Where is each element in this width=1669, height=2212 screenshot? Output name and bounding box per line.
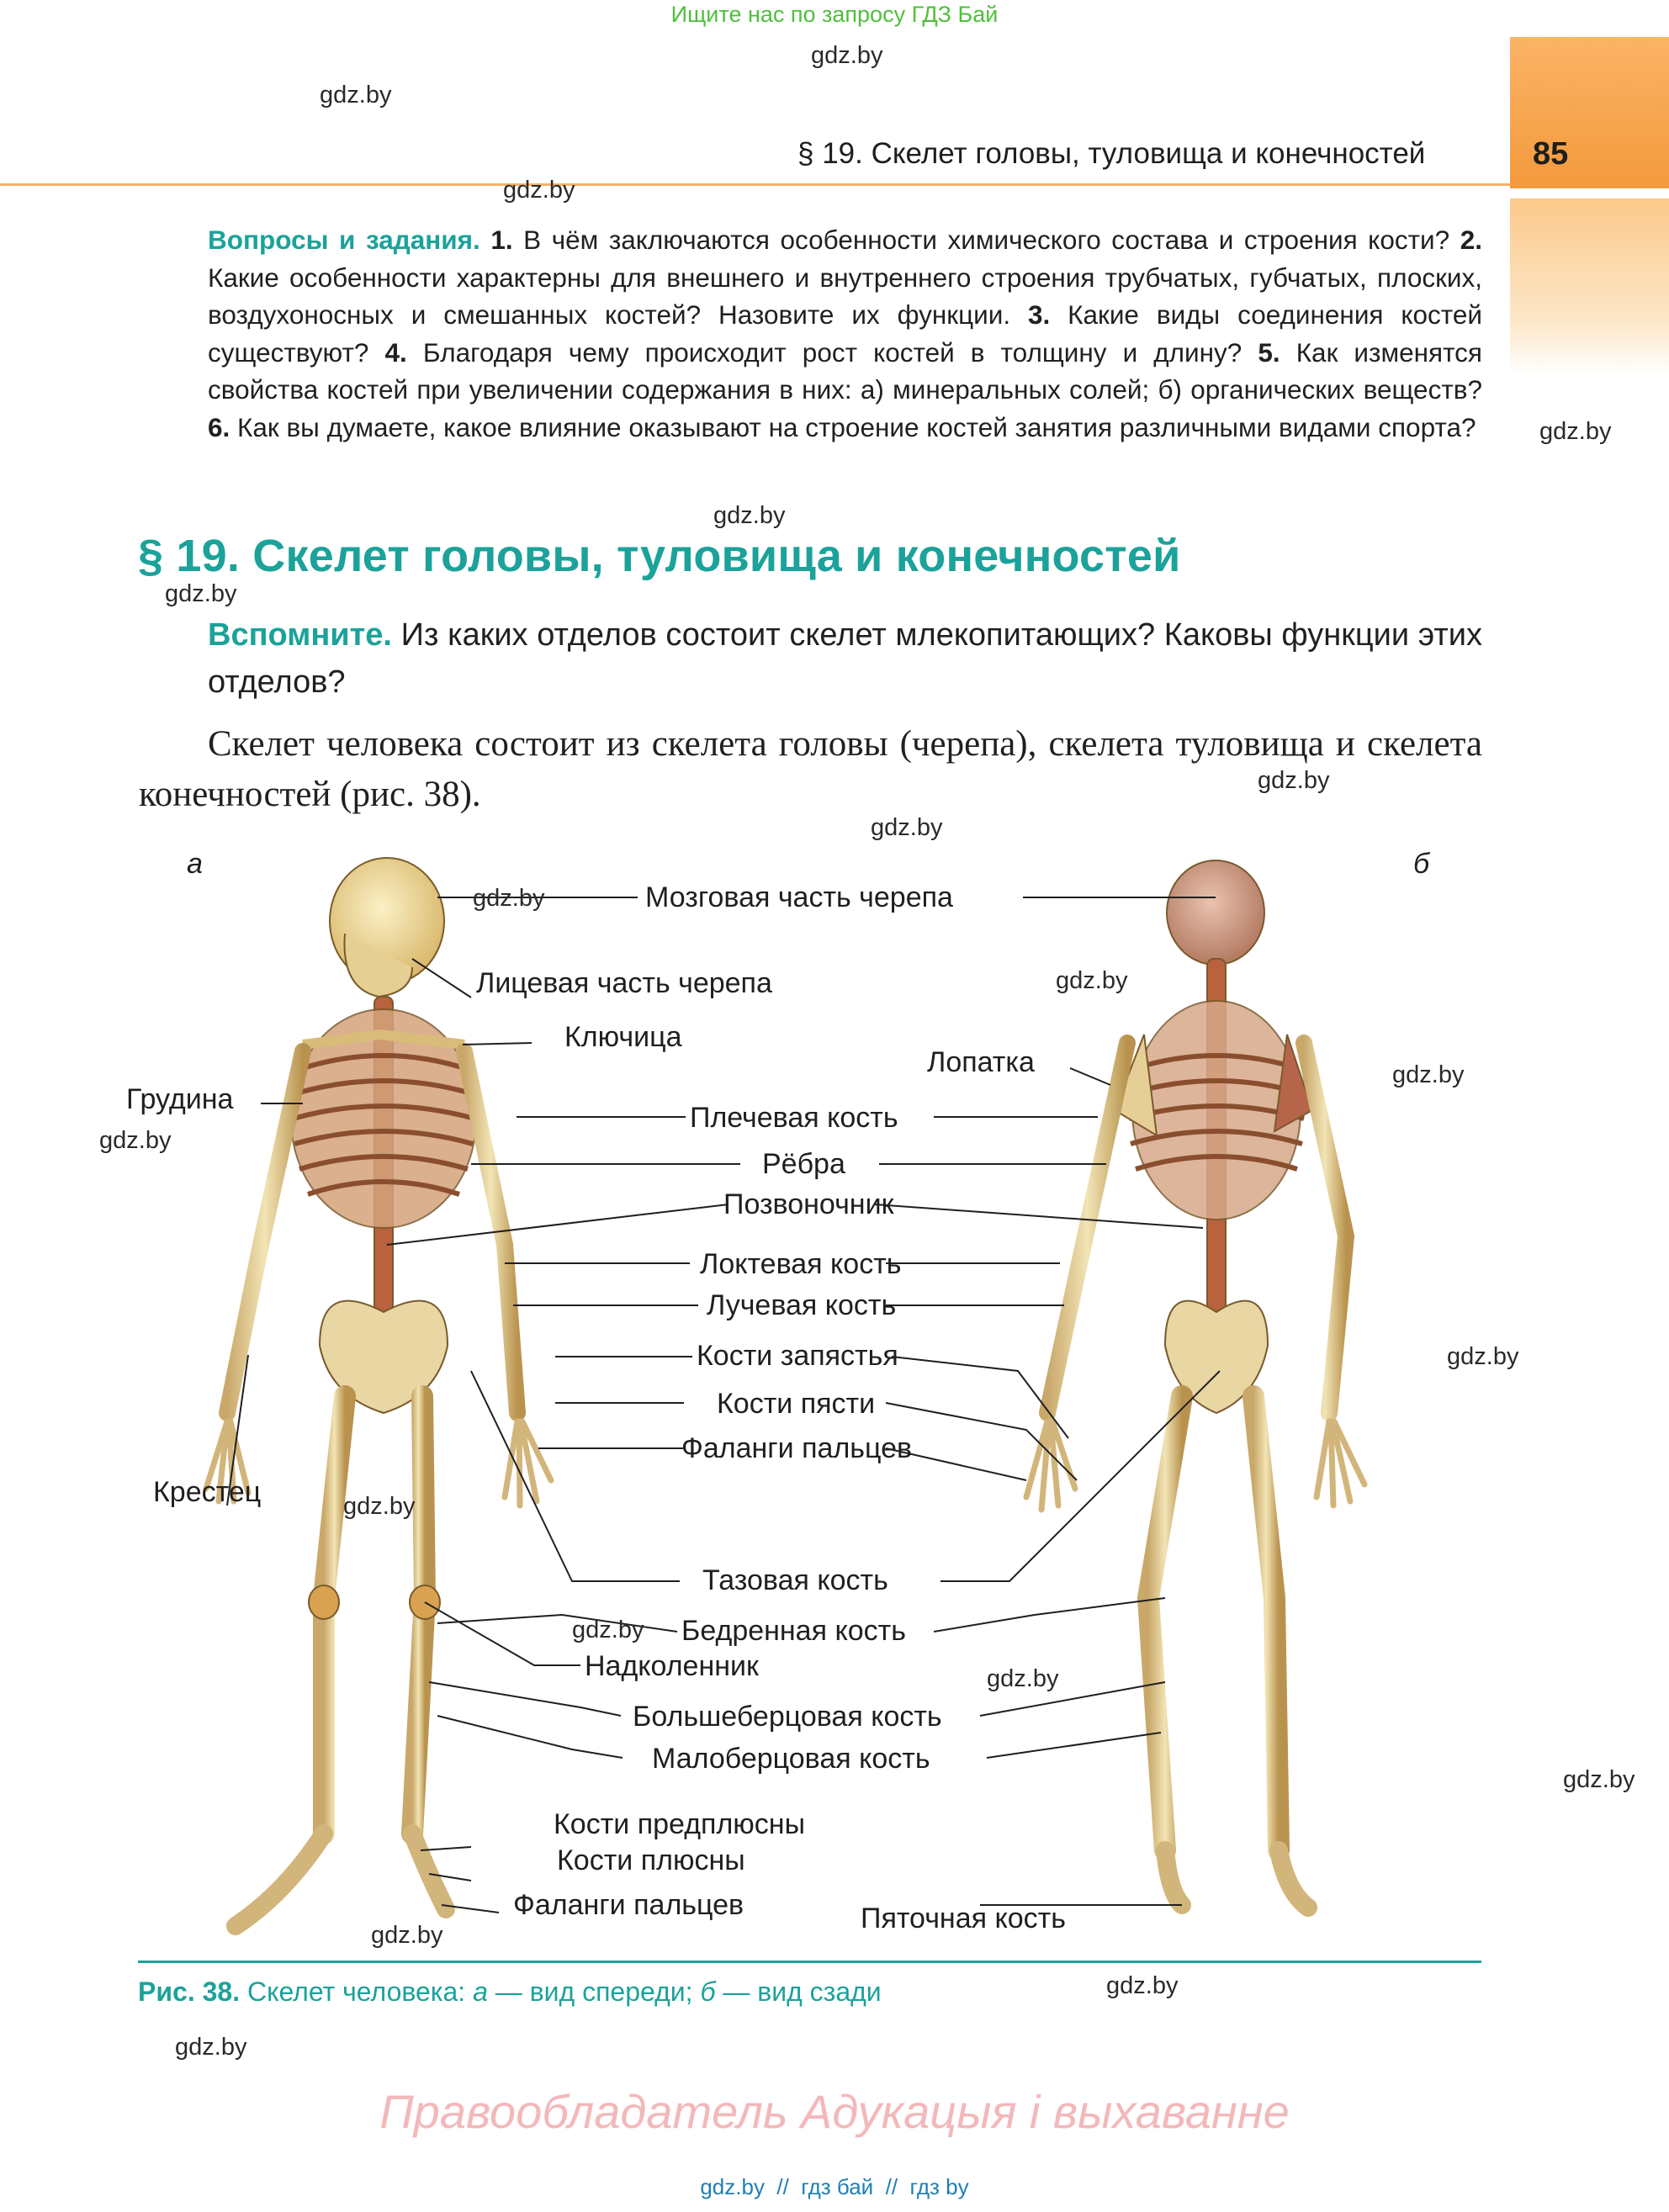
- question-number: 1.: [490, 225, 513, 255]
- watermark: gdz.by: [811, 42, 883, 69]
- watermark: gdz.by: [1056, 967, 1128, 994]
- header-divider: [0, 183, 1510, 186]
- skeleton-front: [206, 858, 551, 1926]
- skeleton-figure: [99, 841, 1635, 1951]
- watermark: gdz.by: [1392, 1061, 1465, 1088]
- section-title: § 19. Скелет головы, туловища и конечностей: [138, 531, 1181, 581]
- question-number: 2.: [1460, 225, 1482, 255]
- view-a-label: а: [187, 848, 203, 880]
- watermark: gdz.by: [343, 1493, 416, 1520]
- question-number: 3.: [1027, 299, 1051, 330]
- label-clavicle: Ключица: [564, 1021, 682, 1053]
- watermark: gdz.by: [503, 177, 575, 204]
- caption-text: — вид спереди;: [495, 1977, 693, 2007]
- label-carpals: Кости запястья: [697, 1340, 898, 1372]
- label-ulna: Локтевая кость: [700, 1248, 902, 1280]
- watermark: gdz.by: [320, 82, 392, 108]
- questions-heading: Вопросы и задания.: [208, 225, 480, 255]
- question-text: Как вы думаете, какое влияние оказывают на строение костей занятия различными видами спорта?: [237, 411, 1476, 442]
- question-text: Как изменятся свойства костей при увеличении содержания в них: а) минеральных солей; б) органических веществ?: [208, 336, 1482, 405]
- label-patella: Надколенник: [585, 1650, 759, 1682]
- page-tab-fade: [1510, 198, 1669, 375]
- view-b-label: б: [1413, 848, 1430, 880]
- question-number: 5.: [1258, 336, 1280, 368]
- footer-links[interactable]: gdz.by // гдз бай // гдз by: [700, 2174, 969, 2199]
- watermark: gdz.by: [572, 1617, 644, 1643]
- caption-b: б: [700, 1977, 716, 2007]
- caption-a: а: [473, 1977, 488, 2007]
- questions-block: [208, 221, 1482, 446]
- watermark: gdz.by: [165, 580, 237, 607]
- figure-divider: [138, 1961, 1481, 1963]
- copyright-notice: Правообладатель Адукацыя і выхаванне: [379, 2085, 1290, 2138]
- watermark: gdz.by: [1539, 418, 1612, 445]
- label-spine: Позвоночник: [723, 1188, 894, 1220]
- label-humerus: Плечевая кость: [690, 1102, 898, 1134]
- watermark: gdz.by: [1106, 1972, 1179, 1999]
- label-calcaneus: Пяточная кость: [861, 1902, 1066, 1934]
- question-text: Благодаря чему происходит рост костей в толщину и длину?: [422, 336, 1242, 368]
- recall-text: Из каких отделов состоит скелет млекопитающих? Каковы функции этих отделов?: [208, 617, 1482, 700]
- label-sternum: Грудина: [126, 1083, 234, 1115]
- label-fibula: Малоберцовая кость: [652, 1743, 930, 1775]
- recall-heading: Вспомните.: [208, 617, 392, 653]
- watermark: gdz.by: [99, 1127, 172, 1154]
- label-femur: Бедренная кость: [681, 1615, 906, 1647]
- running-head: § 19. Скелет головы, туловища и конечностей: [797, 137, 1426, 170]
- label-finger-phalanges: Фаланги пальцев: [681, 1432, 913, 1464]
- skeleton-back: [1026, 860, 1364, 1908]
- watermark: gdz.by: [987, 1665, 1059, 1692]
- caption-figure-number: Рис. 38.: [138, 1977, 241, 2007]
- label-sacrum: Крестец: [153, 1476, 262, 1508]
- question-number: 6.: [208, 411, 230, 442]
- label-metatarsals: Кости плюсны: [557, 1844, 745, 1876]
- caption-text: Скелет человека:: [246, 1977, 466, 2007]
- label-tarsals: Кости предплюсны: [554, 1808, 806, 1840]
- caption-text: — вид сзади: [723, 1977, 882, 2007]
- watermark: gdz.by: [1447, 1343, 1519, 1370]
- watermark: gdz.by: [713, 502, 786, 529]
- figure-caption: [138, 1977, 882, 2008]
- question-text: В чём заключаются особенности химического состава и строения кости?: [523, 225, 1450, 255]
- label-scapula: Лопатка: [927, 1046, 1035, 1078]
- label-tibia: Большеберцовая кость: [633, 1701, 942, 1733]
- label-radius: Лучевая кость: [707, 1289, 897, 1321]
- watermark: gdz.by: [473, 885, 545, 912]
- label-skull-brain: Мозговая часть черепа: [645, 881, 953, 913]
- label-toe-phalanges: Фаланги пальцев: [513, 1889, 744, 1921]
- watermark: gdz.by: [1563, 1766, 1635, 1793]
- question-text: Какие виды соединения костей существуют?: [208, 299, 1482, 368]
- watermark: gdz.by: [175, 2034, 247, 2061]
- label-ribs: Рёбра: [762, 1148, 845, 1180]
- label-pelvis: Тазовая кость: [702, 1564, 888, 1596]
- question-text: Какие особенности характерны для внешнего и внутреннего строения трубчатых, губчатых, плоских, воздухоносных и смешанных костей? Назовите их функции.: [208, 262, 1482, 330]
- label-skull-face: Лицевая часть черепа: [476, 967, 772, 999]
- watermark: gdz.by: [871, 814, 943, 841]
- recall-block: [208, 611, 1482, 706]
- watermark: gdz.by: [371, 1922, 443, 1949]
- watermark: gdz.by: [1258, 767, 1330, 794]
- question-number: 4.: [384, 336, 407, 368]
- page-number: 85: [1533, 136, 1569, 172]
- label-metacarpals: Кости пясти: [717, 1388, 876, 1420]
- top-banner[interactable]: Ищите нас по запросу ГДЗ Бай: [670, 2, 999, 27]
- body-paragraph: Скелет человека состоит из скелета головы (черепа), скелета туловища и скелета конечностей (рис. 38).: [139, 724, 1482, 814]
